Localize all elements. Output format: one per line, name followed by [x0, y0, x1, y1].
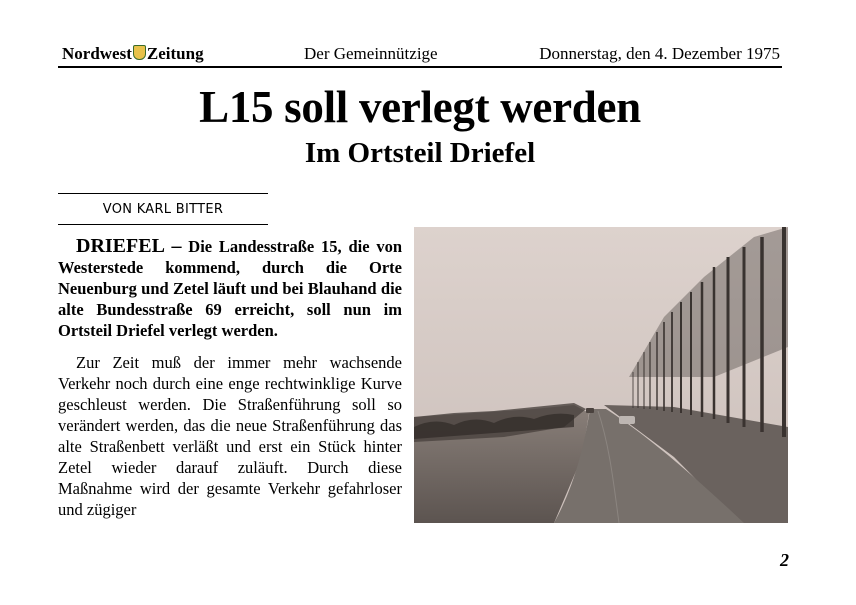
lead-text: Die Landesstraße 15, die von Westerstede kommend, durch die Orte Neuenburg und Zetel läuft und bei Blauhand die alte Bundesstraße 69 erreicht, soll nun im Ortsteil Driefel verlegt werden.: [58, 237, 402, 340]
page-number: 2: [780, 550, 789, 570]
masthead: [58, 44, 782, 64]
headline: L15 soll verlegt werden: [199, 82, 641, 132]
newspaper-name: [62, 44, 204, 64]
newspaper-name-right: Zeitung: [146, 44, 204, 63]
issue-date: Donnerstag, den 4. Dezember 1975: [539, 44, 780, 63]
subheadline: Im Ortsteil Driefel: [304, 137, 536, 169]
byline: VON KARL BITTER: [102, 202, 224, 217]
road-photo: [414, 227, 788, 523]
lead-paragraph: [58, 236, 402, 341]
byline-box: [58, 193, 268, 225]
dateline: DRIEFEL –: [76, 235, 182, 257]
photo-car-far: [619, 416, 635, 424]
coat-of-arms-icon: [133, 45, 146, 60]
photo-car-near: [586, 408, 594, 413]
newspaper-name-left: Nordwest: [62, 44, 132, 63]
body-paragraph: Zur Zeit muß der immer mehr wachsende Verkehr noch durch eine enge rechtwinklige Kurve geschleust werden. Die Straßenführung soll so verändert werden, das die neue Straßenführung das alte Straßenbett verläßt und erst ein Stück hinter Zetel wieder darauf zuläuft. Durch diese Maßnahme wird der gesamte Verkehr gefahrloser und zügiger: [58, 353, 402, 519]
masthead-rule: [58, 66, 782, 68]
section-name: Der Gemeinnützige: [304, 44, 438, 63]
